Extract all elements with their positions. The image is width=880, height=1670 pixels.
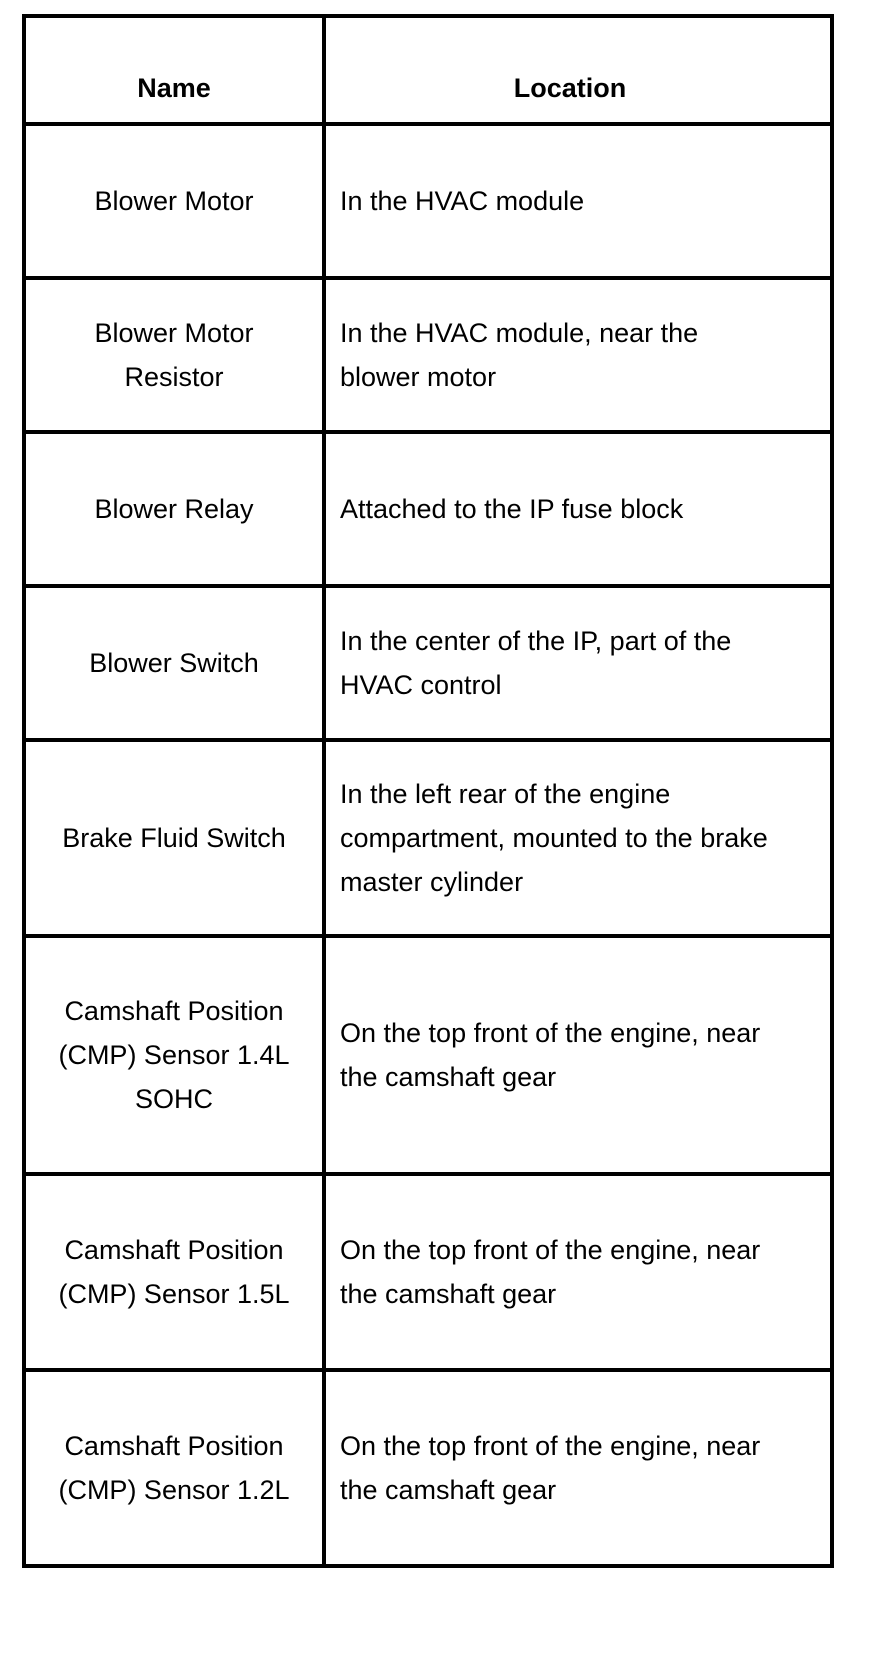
table-row: [26, 276, 830, 430]
component-name: Camshaft Position (CMP) Sensor 1.4L SOHC: [58, 996, 290, 1114]
name-cell: [26, 1372, 326, 1564]
location-cell: [326, 126, 830, 276]
location-cell: [326, 938, 830, 1172]
location-cell: [326, 1372, 830, 1564]
location-header-label: Location: [513, 73, 627, 103]
location-cell: [326, 1176, 830, 1368]
table-row: [26, 1368, 830, 1564]
component-location: In the HVAC module: [340, 186, 585, 216]
location-cell: [326, 434, 830, 584]
component-location: Attached to the IP fuse block: [340, 494, 684, 524]
table-row: [26, 1172, 830, 1368]
component-location: On the top front of the engine, near the camshaft gear: [340, 1235, 761, 1309]
name-header-label: Name: [137, 73, 211, 103]
name-cell: [26, 938, 326, 1172]
component-name: Camshaft Position (CMP) Sensor 1.2L: [58, 1431, 290, 1505]
component-name: Blower Switch: [89, 648, 259, 678]
table-row: [26, 584, 830, 738]
component-location: On the top front of the engine, near the camshaft gear: [340, 1431, 761, 1505]
table-row: [26, 934, 830, 1172]
table-row: [26, 738, 830, 934]
component-name: Camshaft Position (CMP) Sensor 1.5L: [58, 1235, 290, 1309]
component-name: Blower Relay: [94, 494, 254, 524]
table-row: [26, 430, 830, 584]
location-cell: [326, 588, 830, 738]
component-location: On the top front of the engine, near the camshaft gear: [340, 1018, 761, 1092]
name-cell: [26, 280, 326, 430]
component-location: In the HVAC module, near the blower motor: [340, 318, 699, 392]
name-cell: [26, 434, 326, 584]
component-name: Brake Fluid Switch: [62, 823, 286, 853]
name-column-header: [26, 18, 326, 122]
name-cell: [26, 1176, 326, 1368]
table-row: [26, 122, 830, 276]
component-name: Blower Motor: [94, 186, 254, 216]
component-location: In the center of the IP, part of the HVAC control: [340, 626, 732, 700]
table-header-row: [26, 18, 830, 122]
component-location-table: [22, 14, 834, 1568]
location-cell: [326, 280, 830, 430]
name-cell: [26, 126, 326, 276]
location-column-header: [326, 18, 830, 122]
name-cell: [26, 742, 326, 934]
location-cell: [326, 742, 830, 934]
name-cell: [26, 588, 326, 738]
component-location: In the left rear of the engine compartment, mounted to the brake master cylinder: [340, 779, 768, 897]
component-name: Blower Motor Resistor: [94, 318, 254, 392]
